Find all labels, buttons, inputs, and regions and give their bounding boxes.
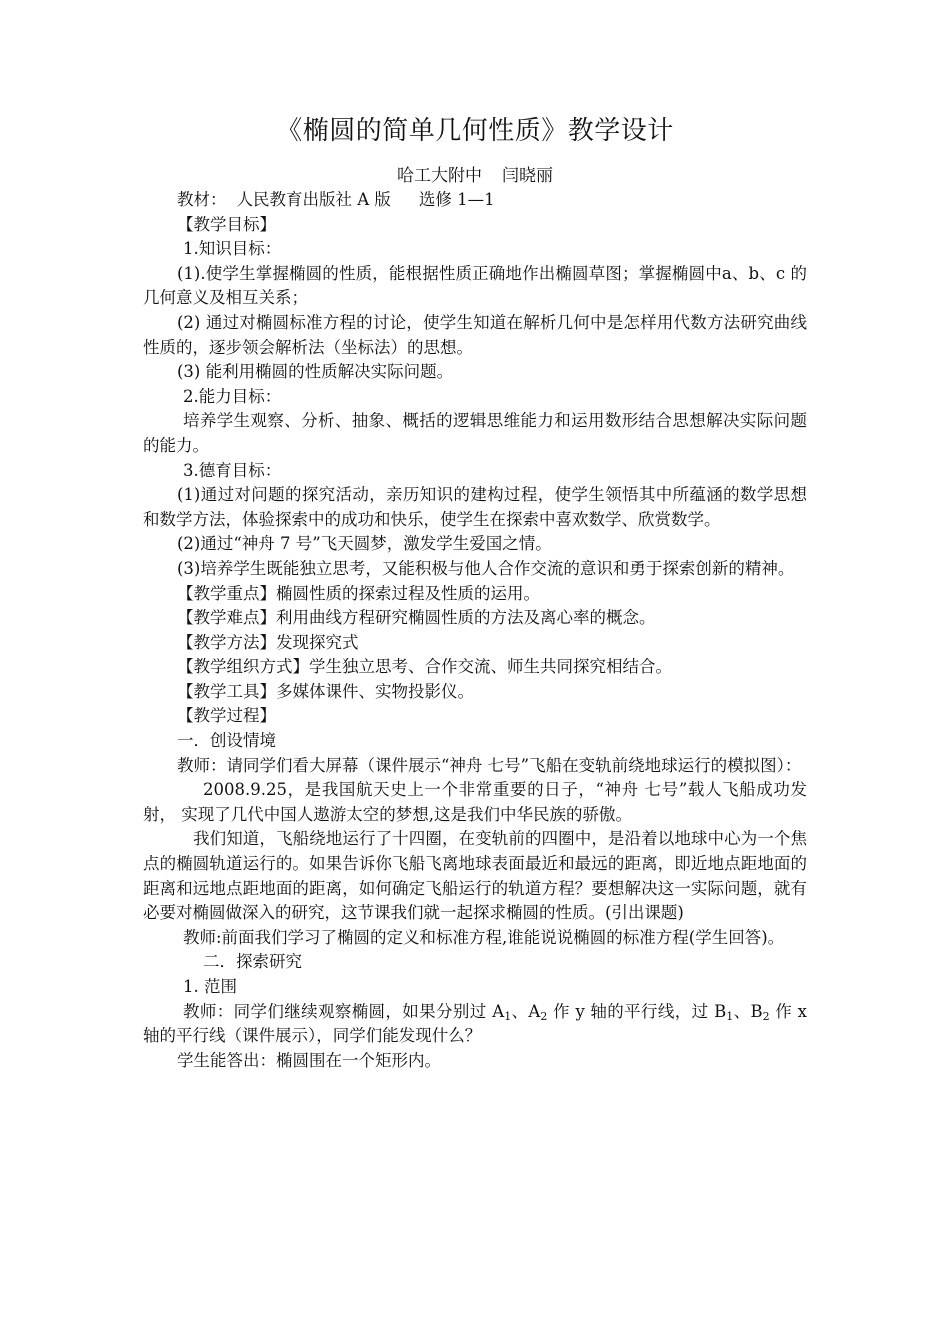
range-text-a: 教师：同学们继续观察椭圆，如果分别过 A [183, 1001, 505, 1021]
moral-heading: 3.德育目标： [183, 460, 282, 480]
step1-heading: 一．创设情境 [177, 731, 276, 751]
knowledge-item-2: (2) 通过对椭圆标准方程的讨论，使学生知道在解析几何中是怎样用代数方法研究曲线性质的，逐步领会解析法（坐标法）的思想。 [143, 312, 807, 357]
knowledge-heading: 1.知识目标： [183, 239, 282, 259]
moral-item-2: (2)通过“神舟 7 号”飞天圆梦，激发学生爱国之情。 [177, 534, 552, 554]
range-heading: 1. 范围 [183, 977, 237, 996]
document-title: 《椭圆的简单几何性质》教学设计 [276, 116, 674, 146]
material-volume: 选修 1—1 [418, 190, 495, 209]
knowledge-item-3: (3) 能利用椭圆的性质解决实际问题。 [177, 362, 454, 382]
teaching-method: 【教学方法】发现探究式 [177, 632, 359, 652]
material-publisher: 人民教育出版社 A 版 [236, 190, 391, 209]
author-name: 闫晓丽 [502, 166, 553, 186]
difficulties: 【教学难点】利用曲线方程研究椭圆性质的方法及离心率的概念。 [177, 608, 656, 628]
moral-item-1: (1)通过对问题的探究活动，亲历知识的建构过程，使学生领悟其中所蕴涵的数学思想和数学方法，体验探索中的成功和快乐，使学生在探索中喜欢数学、欣赏数学。 [143, 485, 807, 529]
subscript-a2: 2 [540, 1009, 548, 1023]
step1-paragraph-4: 教师:前面我们学习了椭圆的定义和标准方程,谁能说说椭圆的标准方程(学生回答)。 [183, 927, 785, 947]
organization: 【教学组织方式】学生独立思考、合作交流、师生共同探究相结合。 [177, 657, 672, 677]
step1-paragraph-2: 2008.9.25，是我国航天史上一个非常重要的日子，“神舟 七号”载人飞船成功发射， 实现了几代中国人遨游太空的梦想,这是我们中华民族的骄傲。 [143, 780, 807, 824]
author-line [0, 164, 950, 188]
range-paragraph-1 [143, 1000, 807, 1049]
range-paragraph-2: 学生能答出：椭圆围在一个矩形内。 [177, 1050, 441, 1070]
range-text-d: 、B [733, 1001, 763, 1021]
step1-paragraph-3: 我们知道，飞船绕地运行了十四圈，在变轨前的四圈中，是沿着以地球中心为一个焦点的椭圆轨道运行的。如果告诉你飞船飞离地球表面最近和最远的距离，即近地点距地面的距离和远地点距地面的距离，如何确定飞船运行的轨道方程？要想解决这一实际问题，就有必要对椭圆做深入的研究，这节课我们就一起探求椭圆的性质。(引出课题) [143, 829, 807, 923]
knowledge-item-1: (1).使学生掌握椭圆的性质，能根据性质正确地作出椭圆草图；掌握椭圆中a、b、c 的几何意义及相互关系； [143, 263, 807, 308]
process-heading: 【教学过程】 [177, 706, 276, 726]
objectives-heading: 【教学目标】 [177, 214, 276, 234]
material-line [143, 188, 807, 213]
step2-heading: 二．探索研究 [203, 952, 302, 972]
range-text-e: 作 x 轴的平行线（课件展示），同学们能发现什么？ [143, 1001, 807, 1046]
moral-item-3: (3)培养学生既能独立思考，又能积极与他人合作交流的意识和勇于探索创新的精神。 [177, 558, 795, 578]
subscript-b2: 2 [762, 1009, 770, 1023]
material-label: 教材： [177, 190, 227, 209]
teaching-tools: 【教学工具】多媒体课件、实物投影仪。 [177, 681, 474, 701]
key-points: 【教学重点】椭圆性质的探索过程及性质的运用。 [177, 583, 540, 603]
subscript-a1: 1 [504, 1009, 512, 1023]
step1-paragraph-1: 教师：请同学们看大屏幕（课件展示“神舟 七号”飞船在变轨前绕地球运行的模拟图）： [177, 755, 802, 775]
ability-heading: 2.能力目标： [183, 386, 282, 406]
range-text-c: 作 y 轴的平行线，过 B [547, 1001, 727, 1021]
range-text-b: 、A [511, 1001, 541, 1021]
subscript-b1: 1 [726, 1009, 734, 1023]
ability-item-1: 培养学生观察、分析、抽象、概括的逻辑思维能力和运用数形结合思想解决实际问题的能力。 [143, 411, 807, 455]
document-body [143, 188, 807, 1073]
author-school: 哈工大附中 [397, 166, 482, 186]
